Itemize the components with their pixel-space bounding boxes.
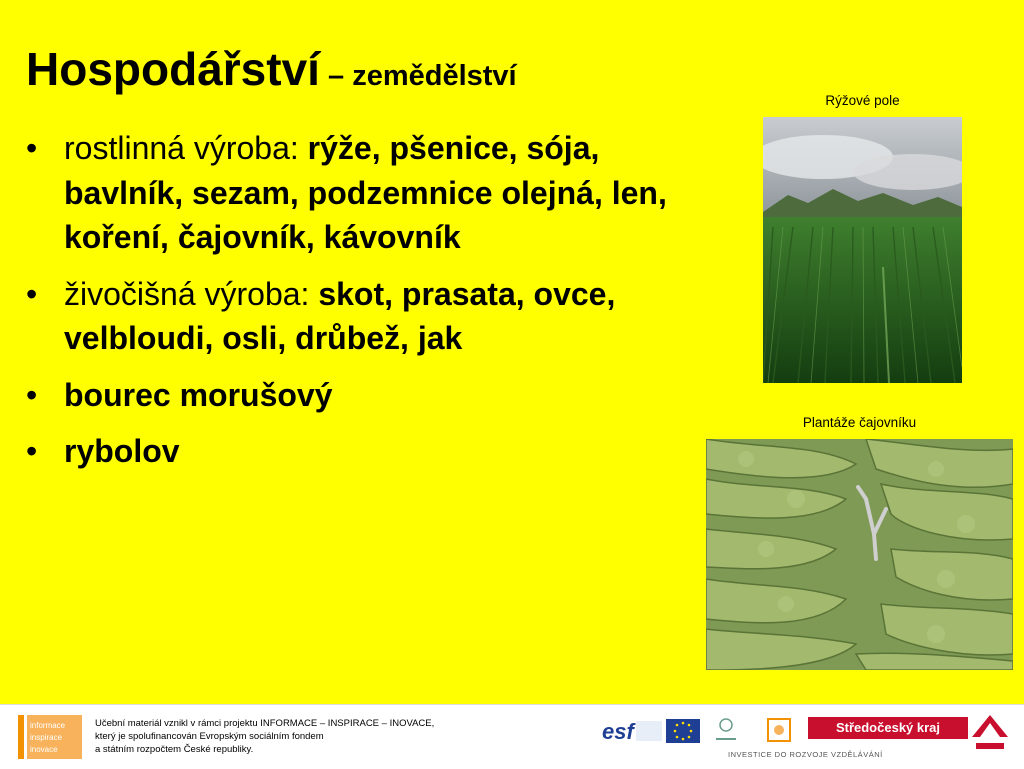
bullet-values: rýže, pšenice, sója, bavlník, sezam, podzemnice olejná, len, koření, čajovník, kávovník [64, 130, 667, 255]
title-subtitle: – zemědělství [319, 60, 517, 92]
funding-logos [600, 713, 800, 754]
bullet-values: rybolov [64, 433, 180, 469]
informace-inspirace-inovace-logo [18, 715, 82, 759]
bullet-values: skot, prasata, ovce, velbloudi, osli, drůbež, jak [64, 275, 616, 356]
footer-text-line: Učební materiál vznikl v rámci projektu INFORMACE – INSPIRACE – INOVACE, [95, 718, 435, 729]
footer-text-line: který je spolufinancován Evropským sociálním fondem [95, 731, 324, 742]
school-logo [970, 713, 1010, 762]
footer [0, 704, 1024, 769]
esf-logo: esf [602, 719, 634, 744]
footer-text [95, 717, 434, 756]
logo-line-2: inspirace [30, 733, 63, 742]
bullet-list [26, 126, 716, 486]
bullet-marker: • [26, 376, 38, 413]
tea-plantation-photo [706, 439, 1013, 670]
bullet-item [26, 373, 716, 418]
footer-text-line: a státním rozpočtem České republiky. [95, 744, 254, 755]
bullet-label: rostlinná výroba: [64, 130, 308, 166]
slide-title [26, 42, 517, 96]
bullet-item [26, 272, 744, 361]
bullet-item [26, 429, 716, 474]
rice-field-photo [763, 117, 962, 383]
tea-caption: Plantáže čajovníku [802, 415, 917, 430]
investice-text: INVESTICE DO ROZVOJE VZDĚLÁVÁNÍ [728, 750, 883, 759]
op-vk-logo [768, 719, 790, 741]
bullet-label: živočišná výroba: [64, 275, 319, 312]
bullet-marker: • [26, 433, 38, 469]
logo-line-3: inovace [30, 745, 58, 754]
bullet-item [26, 126, 684, 260]
bullet-marker: • [26, 275, 38, 312]
bullet-marker: • [26, 130, 38, 166]
rice-caption: Rýžové pole [825, 93, 900, 108]
bullet-values: bourec morušový [64, 376, 333, 413]
stredocesky-kraj-logo: Středočeský kraj [808, 717, 968, 739]
title-main: Hospodářství [26, 43, 320, 95]
msmt-logo [716, 719, 736, 739]
logo-line-1: informace [30, 721, 66, 730]
